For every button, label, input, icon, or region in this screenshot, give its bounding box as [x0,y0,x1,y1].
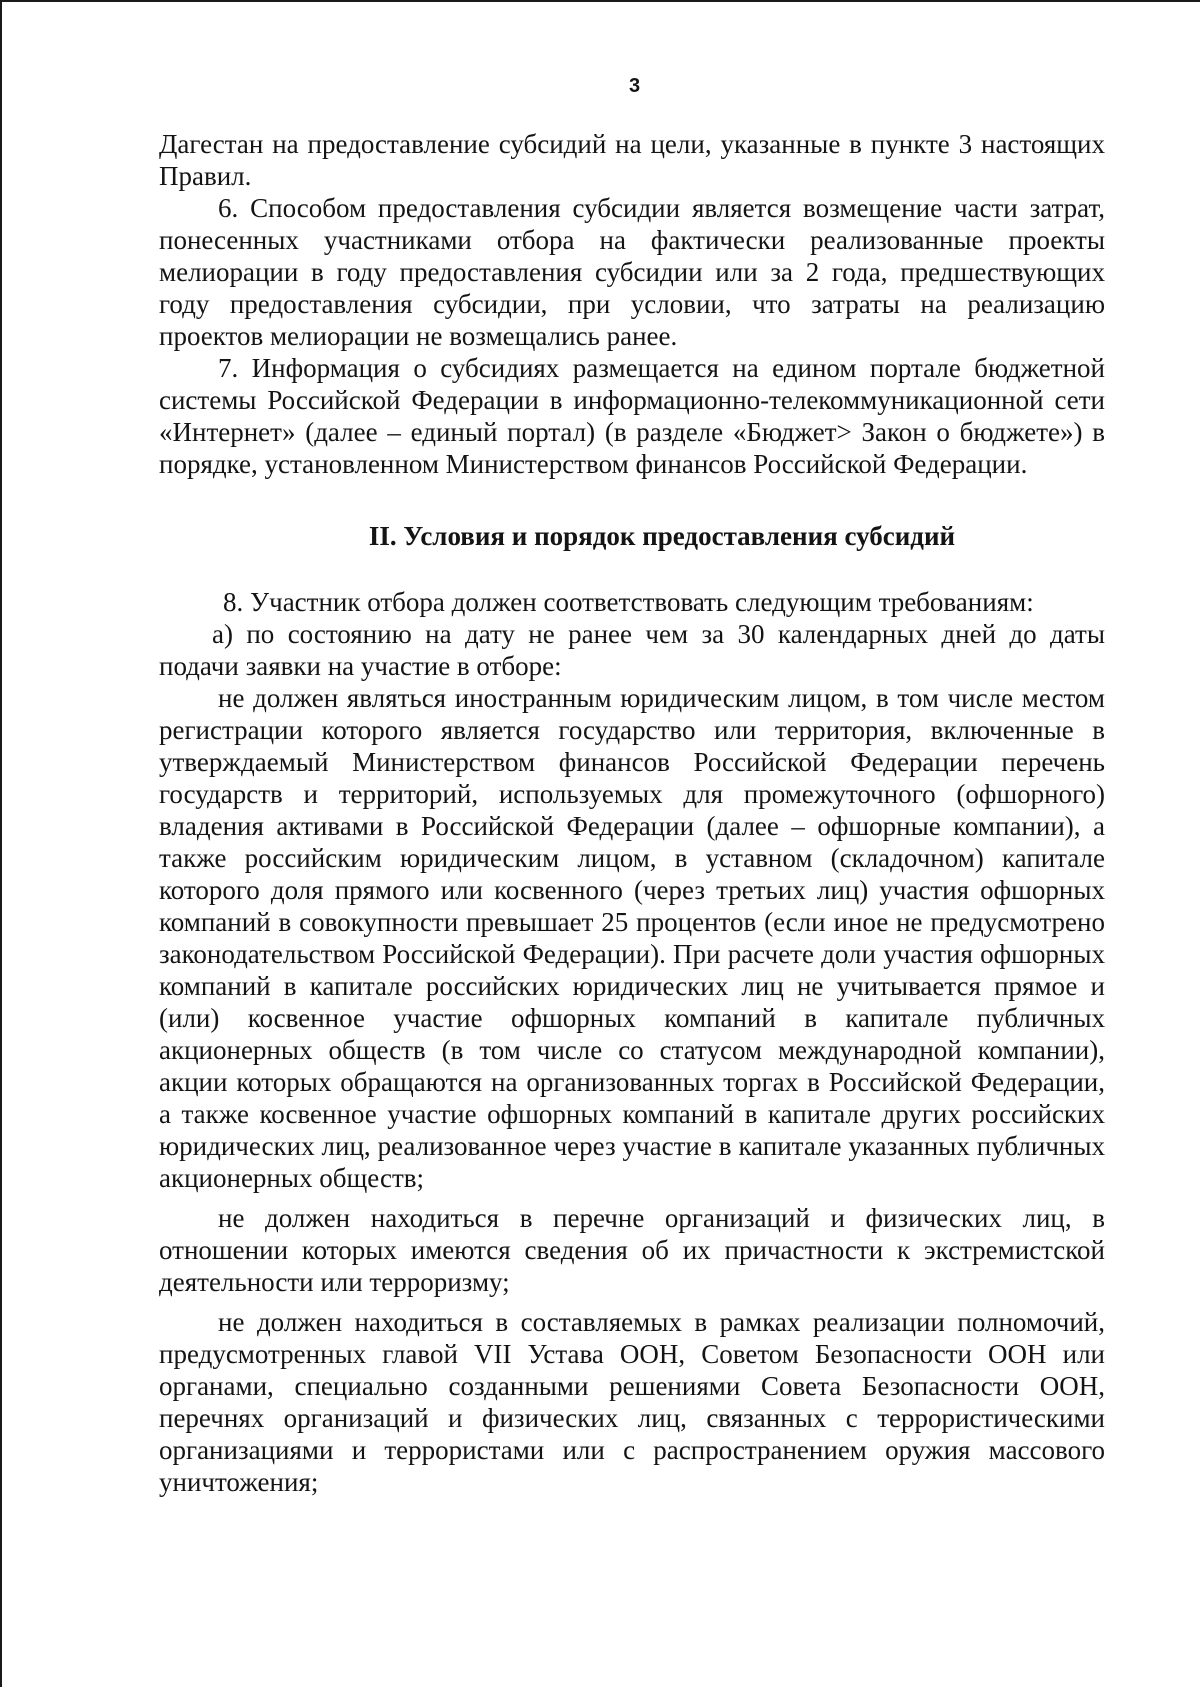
section-heading: II. Условия и порядок предоставления субсидий [368,521,956,551]
paragraph-8: 8. Участник отбора должен соответствовать следующим требованиям: [223,587,1034,617]
document-body [159,128,1105,1498]
paragraph-offshore-requirement: не должен являться иностранным юридическим лицом, в том числе местом регистрации которого является государство или территория, включенные в утверждаемый Министерством финансов Российской Федерации перечень государств и территорий, используемых для промежуточного (офшорного) владения активами в Российской Федерации (далее – офшорные компании), а также российским юридическим лицом, в уставном (складочном) капитале которого доля прямого или косвенного (через третьих лиц) участия офшорных компаний в совокупности превышает 25 процентов (если иное не предусмотрено законодательством Российской Федерации). При расчете доли участия офшорных компаний в капитале российских юридических лиц не учитывается прямое и (или) косвенное участие офшорных компаний в капитале публичных акционерных обществ (в том числе со статусом международной компании), акции которых обращаются на организованных торгах в Российской Федерации, а также косвенное участие офшорных компаний в капитале других российских юридических лиц, реализованное через участие в капитале указанных публичных акционерных обществ; [159,683,1105,1193]
paragraph-7: 7. Информация о субсидиях размещается на едином портале бюджетной системы Российской Федерации в информационно-телекоммуникационной сети «Интернет» (далее – единый портал) (в разделе «Бюджет> Закон о бюджете») в порядке, установленном Министерством финансов Российской Федерации. [159,353,1105,479]
paragraph-un-lists-requirement: не должен находиться в составляемых в рамках реализации полномочий, предусмотренных главой VII Устава ООН, Советом Безопасности ООН или органами, специально созданными решениями Совета Безопасности ООН, перечнях организаций и физических лиц, связанных с террористическими организациями и террористами или с распространением оружия массового уничтожения; [159,1307,1105,1497]
paragraph-6: 6. Способом предоставления субсидии является возмещение части затрат, понесенных участниками отбора на фактически реализованные проекты мелиорации в году предоставления субсидии или за 2 года, предшествующих году предоставления субсидии, при условии, что затраты на реализацию проектов мелиорации не возмещались ранее. [159,193,1105,351]
paragraph-continuation: Дагестан на предоставление субсидий на цели, указанные в пункте 3 настоящих Правил. [159,129,1105,191]
paragraph-8a: а) по состоянию на дату не ранее чем за 30 календарных дней до даты подачи заявки на участие в отборе: [159,619,1105,681]
paragraph-extremism-requirement: не должен находиться в перечне организаций и физических лиц, в отношении которых имеются сведения об их причастности к экстремистской деятельности или терроризму; [159,1203,1105,1297]
page-number: 3 [628,75,641,97]
